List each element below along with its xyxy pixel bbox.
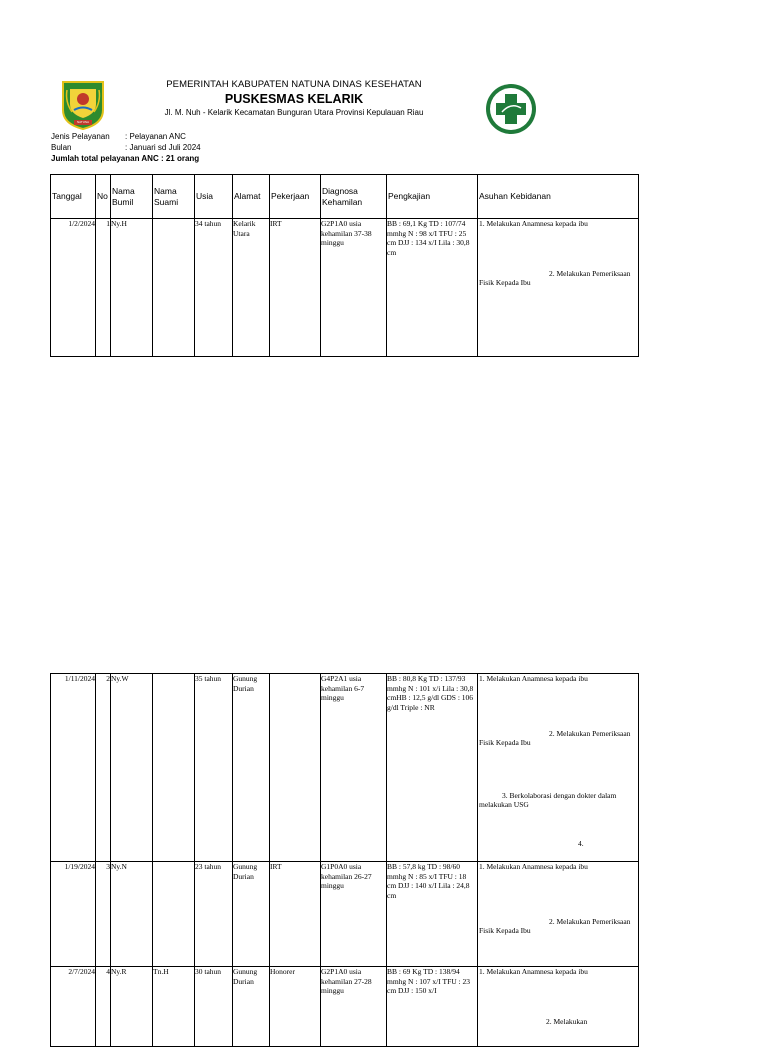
cell-asuhan — [478, 967, 639, 1047]
col-header-asuhan: Asuhan Kebidanan — [478, 175, 639, 219]
col-header-alamat: Alamat — [233, 175, 270, 219]
cell-alamat: Gunung Durian — [233, 967, 270, 1047]
cell-no: 2 — [96, 674, 111, 862]
cell-tanggal: 2/7/2024 — [51, 967, 96, 1047]
cell-nama-bumil: Ny.H — [111, 219, 153, 357]
asuhan-item: 1. Melakukan Anamnesa kepada ibu — [479, 967, 588, 976]
cell-nama-suami — [153, 674, 195, 862]
meta-bulan — [51, 143, 201, 153]
asuhan-item: 2. Melakukan — [546, 1016, 588, 1026]
meta-jenis-label: Jenis Pelayanan — [51, 132, 110, 141]
cell-usia: 35 tahun — [195, 674, 233, 862]
cell-pekerjaan — [270, 674, 321, 862]
cell-nama-suami — [153, 219, 195, 357]
cell-tanggal: 1/19/2024 — [51, 862, 96, 967]
asuhan-item: 1. Melakukan Anamnesa kepada ibu — [479, 219, 588, 228]
cell-pengkajian: BB : 69 Kg TD : 138/94 mmhg N : 107 x/I TFU : 23 cm DJJ : 150 x/I — [387, 967, 478, 1047]
cell-asuhan — [478, 219, 639, 357]
meta-bulan-label: Bulan — [51, 143, 72, 152]
cell-asuhan — [478, 674, 639, 862]
cell-no: 1 — [96, 219, 111, 357]
cell-no: 4 — [96, 967, 111, 1047]
cell-nama-bumil: Ny.N — [111, 862, 153, 967]
cell-alamat: Gunung Durian — [233, 862, 270, 967]
col-header-nama-suami: Nama Suami — [153, 175, 195, 219]
col-header-pengkajian: Pengkajian — [387, 175, 478, 219]
cell-alamat: Gunung Durian — [233, 674, 270, 862]
cell-nama-suami: Tn.H — [153, 967, 195, 1047]
meta-jenis-value: : Pelayanan ANC — [125, 132, 186, 141]
meta-jenis-pelayanan — [51, 132, 186, 142]
header-government-title: PEMERINTAH KABUPATEN NATUNA DINAS KESEHATAN — [166, 79, 422, 90]
cell-asuhan — [478, 862, 639, 967]
asuhan-item: 4. — [578, 838, 584, 848]
anc-table-page1 — [50, 174, 639, 357]
cell-tanggal: 1/11/2024 — [51, 674, 96, 862]
asuhan-item: 2. Melakukan Pemeriksaan Fisik Kepada Ibu — [479, 728, 631, 747]
cell-nama-bumil: Ny.R — [111, 967, 153, 1047]
table-row — [51, 219, 639, 357]
cell-pengkajian: BB : 57,8 kg TD : 98/60 mmhg N : 85 x/I TFU : 18 cm DJJ : 140 x/I Lila : 24,8 cm — [387, 862, 478, 967]
asuhan-item: 1. Melakukan Anamnesa kepada ibu — [479, 674, 588, 683]
cell-pekerjaan: Honorer — [270, 967, 321, 1047]
header-puskesmas-name: PUSKESMAS KELARIK — [224, 92, 364, 106]
asuhan-item: 2. Melakukan Pemeriksaan Fisik Kepada Ibu — [479, 916, 631, 935]
col-header-usia: Usia — [195, 175, 233, 219]
cell-diagnosa: G2P1A0 usia kehamilan 27-28 minggu — [321, 967, 387, 1047]
table-row — [51, 862, 639, 967]
natuna-logo-caption: NATUNA — [76, 120, 90, 124]
col-header-tanggal: Tanggal — [51, 175, 96, 219]
cell-nama-suami — [153, 862, 195, 967]
asuhan-item: 3. Berkolaborasi dengan dokter dalam melakukan USG — [479, 790, 617, 809]
asuhan-item: 1. Melakukan Anamnesa kepada ibu — [479, 862, 588, 871]
asuhan-item: 2. Melakukan Pemeriksaan Fisik Kepada Ibu — [479, 268, 631, 287]
table-row — [51, 674, 639, 862]
cell-pekerjaan: IRT — [270, 862, 321, 967]
cell-pekerjaan: IRT — [270, 219, 321, 357]
col-header-pekerjaan: Pekerjaan — [270, 175, 321, 219]
cell-usia: 34 tahun — [195, 219, 233, 357]
meta-bulan-value: : Januari sd Juli 2024 — [125, 143, 201, 152]
cell-diagnosa: G4P2A1 usia kehamilan 6-7 minggu — [321, 674, 387, 862]
cell-tanggal: 1/2/2024 — [51, 219, 96, 357]
cell-no: 3 — [96, 862, 111, 967]
cell-diagnosa: G1P0A0 usia kehamilan 26-27 minggu — [321, 862, 387, 967]
table-header-row — [51, 175, 639, 219]
cell-usia: 30 tahun — [195, 967, 233, 1047]
col-header-diagnosa: Diagnosa Kehamilan — [321, 175, 387, 219]
cell-alamat: Kelarik Utara — [233, 219, 270, 357]
cell-usia: 23 tahun — [195, 862, 233, 967]
col-header-no: No — [96, 175, 111, 219]
cell-diagnosa: G2P1A0 usia kehamilan 37-38 minggu — [321, 219, 387, 357]
cell-nama-bumil: Ny.W — [111, 674, 153, 862]
header-address: Jl. M. Nuh - Kelarik Kecamatan Bunguran Utara Provinsi Kepulauan Riau — [164, 108, 424, 117]
anc-table-page2 — [50, 673, 639, 1047]
table-row — [51, 967, 639, 1047]
meta-total-anc: Jumlah total pelayanan ANC : 21 orang — [51, 154, 200, 163]
col-header-nama-bumil: Nama Bumil — [111, 175, 153, 219]
cell-pengkajian: BB : 80,8 Kg TD : 137/93 mmhg N : 101 x/i Lila : 30,8 cmHB : 12,5 g/dl GDS : 106 g/dl Triple : NR — [387, 674, 478, 862]
cell-pengkajian: BB : 69,1 Kg TD : 107/74 mmhg N : 98 x/I TFU : 25 cm DJJ : 134 x/I Lila : 30,8 cm — [387, 219, 478, 357]
